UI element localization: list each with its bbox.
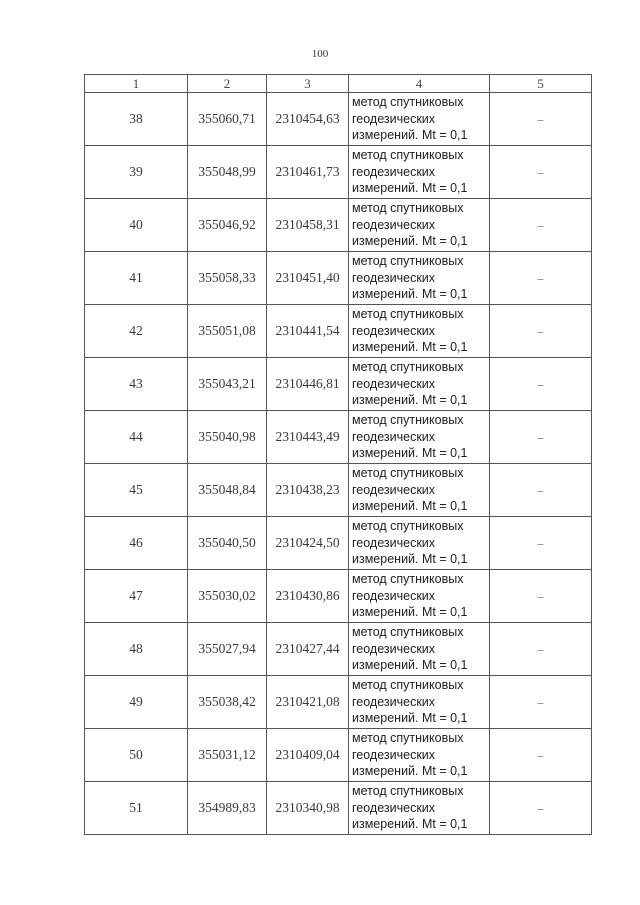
point-number-cell: 44 bbox=[85, 411, 188, 464]
point-number-cell: 45 bbox=[85, 464, 188, 517]
method-cell bbox=[349, 517, 490, 570]
note-cell: – bbox=[490, 358, 592, 411]
table-row bbox=[85, 358, 592, 411]
coordinates-table bbox=[84, 74, 592, 835]
method-line: метод спутниковых bbox=[352, 625, 464, 640]
method-line: геодезических bbox=[352, 588, 436, 603]
method-line: измерений. Mt = 0,1 bbox=[352, 181, 468, 196]
method-line: геодезических bbox=[352, 323, 436, 338]
x-coordinate-cell: 355040,98 bbox=[188, 411, 267, 464]
table-row bbox=[85, 411, 592, 464]
note-cell: – bbox=[490, 517, 592, 570]
x-coordinate-cell: 355031,12 bbox=[188, 729, 267, 782]
method-line: геодезических bbox=[352, 217, 436, 232]
method-cell bbox=[349, 729, 490, 782]
page-number: 100 bbox=[311, 48, 329, 60]
x-coordinate-cell: 355027,94 bbox=[188, 623, 267, 676]
table-body bbox=[85, 93, 592, 835]
point-number-cell: 48 bbox=[85, 623, 188, 676]
point-number-cell: 39 bbox=[85, 146, 188, 199]
table-row bbox=[85, 623, 592, 676]
method-line: измерений. Mt = 0,1 bbox=[352, 817, 468, 832]
method-line: геодезических bbox=[352, 429, 436, 444]
method-line: измерений. Mt = 0,1 bbox=[352, 552, 468, 567]
y-coordinate-cell: 2310441,54 bbox=[267, 305, 349, 358]
method-line: измерений. Mt = 0,1 bbox=[352, 340, 468, 355]
note-cell: – bbox=[490, 252, 592, 305]
method-line: измерений. Mt = 0,1 bbox=[352, 287, 468, 302]
table-row bbox=[85, 729, 592, 782]
method-line: метод спутниковых bbox=[352, 360, 464, 375]
method-cell bbox=[349, 305, 490, 358]
column-header-4: 4 bbox=[349, 75, 490, 93]
method-line: измерений. Mt = 0,1 bbox=[352, 128, 468, 143]
method-line: измерений. Mt = 0,1 bbox=[352, 234, 468, 249]
table-row bbox=[85, 782, 592, 835]
column-header-2: 2 bbox=[188, 75, 267, 93]
note-cell: – bbox=[490, 411, 592, 464]
method-cell bbox=[349, 570, 490, 623]
method-cell bbox=[349, 93, 490, 146]
column-header-3: 3 bbox=[267, 75, 349, 93]
method-cell bbox=[349, 782, 490, 835]
method-line: метод спутниковых bbox=[352, 731, 464, 746]
point-number-cell: 47 bbox=[85, 570, 188, 623]
method-line: метод спутниковых bbox=[352, 784, 464, 799]
x-coordinate-cell: 355038,42 bbox=[188, 676, 267, 729]
x-coordinate-cell: 355051,08 bbox=[188, 305, 267, 358]
x-coordinate-cell: 355046,92 bbox=[188, 199, 267, 252]
method-line: измерений. Mt = 0,1 bbox=[352, 499, 468, 514]
x-coordinate-cell: 354989,83 bbox=[188, 782, 267, 835]
method-line: метод спутниковых bbox=[352, 466, 464, 481]
point-number-cell: 50 bbox=[85, 729, 188, 782]
note-cell: – bbox=[490, 464, 592, 517]
method-line: метод спутниковых bbox=[352, 307, 464, 322]
point-number-cell: 51 bbox=[85, 782, 188, 835]
method-line: геодезических bbox=[352, 111, 436, 126]
y-coordinate-cell: 2310443,49 bbox=[267, 411, 349, 464]
point-number-cell: 43 bbox=[85, 358, 188, 411]
y-coordinate-cell: 2310430,86 bbox=[267, 570, 349, 623]
method-line: измерений. Mt = 0,1 bbox=[352, 446, 468, 461]
method-line: метод спутниковых bbox=[352, 95, 464, 110]
note-cell: – bbox=[490, 305, 592, 358]
note-cell: – bbox=[490, 93, 592, 146]
method-line: геодезических bbox=[352, 641, 436, 656]
x-coordinate-cell: 355043,21 bbox=[188, 358, 267, 411]
y-coordinate-cell: 2310409,04 bbox=[267, 729, 349, 782]
y-coordinate-cell: 2310421,08 bbox=[267, 676, 349, 729]
method-line: геодезических bbox=[352, 376, 436, 391]
method-cell bbox=[349, 623, 490, 676]
table-row bbox=[85, 305, 592, 358]
y-coordinate-cell: 2310446,81 bbox=[267, 358, 349, 411]
method-line: геодезических bbox=[352, 535, 436, 550]
method-line: геодезических bbox=[352, 800, 436, 815]
table-row bbox=[85, 676, 592, 729]
table-row bbox=[85, 464, 592, 517]
method-line: метод спутниковых bbox=[352, 254, 464, 269]
method-cell bbox=[349, 252, 490, 305]
method-line: измерений. Mt = 0,1 bbox=[352, 764, 468, 779]
y-coordinate-cell: 2310458,31 bbox=[267, 199, 349, 252]
table-row bbox=[85, 570, 592, 623]
method-line: геодезических bbox=[352, 694, 436, 709]
x-coordinate-cell: 355060,71 bbox=[188, 93, 267, 146]
method-line: измерений. Mt = 0,1 bbox=[352, 393, 468, 408]
note-cell: – bbox=[490, 729, 592, 782]
method-line: геодезических bbox=[352, 164, 436, 179]
method-cell bbox=[349, 199, 490, 252]
table-row bbox=[85, 517, 592, 570]
method-line: измерений. Mt = 0,1 bbox=[352, 711, 468, 726]
method-line: метод спутниковых bbox=[352, 413, 464, 428]
method-line: измерений. Mt = 0,1 bbox=[352, 605, 468, 620]
table-row bbox=[85, 252, 592, 305]
y-coordinate-cell: 2310461,73 bbox=[267, 146, 349, 199]
method-line: геодезических bbox=[352, 482, 436, 497]
table-row bbox=[85, 146, 592, 199]
note-cell: – bbox=[490, 623, 592, 676]
y-coordinate-cell: 2310427,44 bbox=[267, 623, 349, 676]
column-header-1: 1 bbox=[85, 75, 188, 93]
point-number-cell: 49 bbox=[85, 676, 188, 729]
point-number-cell: 42 bbox=[85, 305, 188, 358]
method-line: метод спутниковых bbox=[352, 148, 464, 163]
method-line: измерений. Mt = 0,1 bbox=[352, 658, 468, 673]
note-cell: – bbox=[490, 570, 592, 623]
method-line: метод спутниковых bbox=[352, 678, 464, 693]
column-header-5: 5 bbox=[490, 75, 592, 93]
x-coordinate-cell: 355058,33 bbox=[188, 252, 267, 305]
method-line: геодезических bbox=[352, 747, 436, 762]
x-coordinate-cell: 355030,02 bbox=[188, 570, 267, 623]
point-number-cell: 46 bbox=[85, 517, 188, 570]
point-number-cell: 41 bbox=[85, 252, 188, 305]
method-cell bbox=[349, 464, 490, 517]
y-coordinate-cell: 2310424,50 bbox=[267, 517, 349, 570]
y-coordinate-cell: 2310438,23 bbox=[267, 464, 349, 517]
method-line: метод спутниковых bbox=[352, 201, 464, 216]
point-number-cell: 40 bbox=[85, 199, 188, 252]
x-coordinate-cell: 355048,99 bbox=[188, 146, 267, 199]
note-cell: – bbox=[490, 676, 592, 729]
header-row bbox=[85, 75, 592, 93]
method-line: геодезических bbox=[352, 270, 436, 285]
method-cell bbox=[349, 146, 490, 199]
y-coordinate-cell: 2310454,63 bbox=[267, 93, 349, 146]
y-coordinate-cell: 2310340,98 bbox=[267, 782, 349, 835]
method-cell bbox=[349, 411, 490, 464]
method-cell bbox=[349, 676, 490, 729]
method-line: метод спутниковых bbox=[352, 572, 464, 587]
table-row bbox=[85, 199, 592, 252]
note-cell: – bbox=[490, 146, 592, 199]
method-line: метод спутниковых bbox=[352, 519, 464, 534]
y-coordinate-cell: 2310451,40 bbox=[267, 252, 349, 305]
method-cell bbox=[349, 358, 490, 411]
x-coordinate-cell: 355048,84 bbox=[188, 464, 267, 517]
note-cell: – bbox=[490, 199, 592, 252]
note-cell: – bbox=[490, 782, 592, 835]
table-row bbox=[85, 93, 592, 146]
x-coordinate-cell: 355040,50 bbox=[188, 517, 267, 570]
point-number-cell: 38 bbox=[85, 93, 188, 146]
